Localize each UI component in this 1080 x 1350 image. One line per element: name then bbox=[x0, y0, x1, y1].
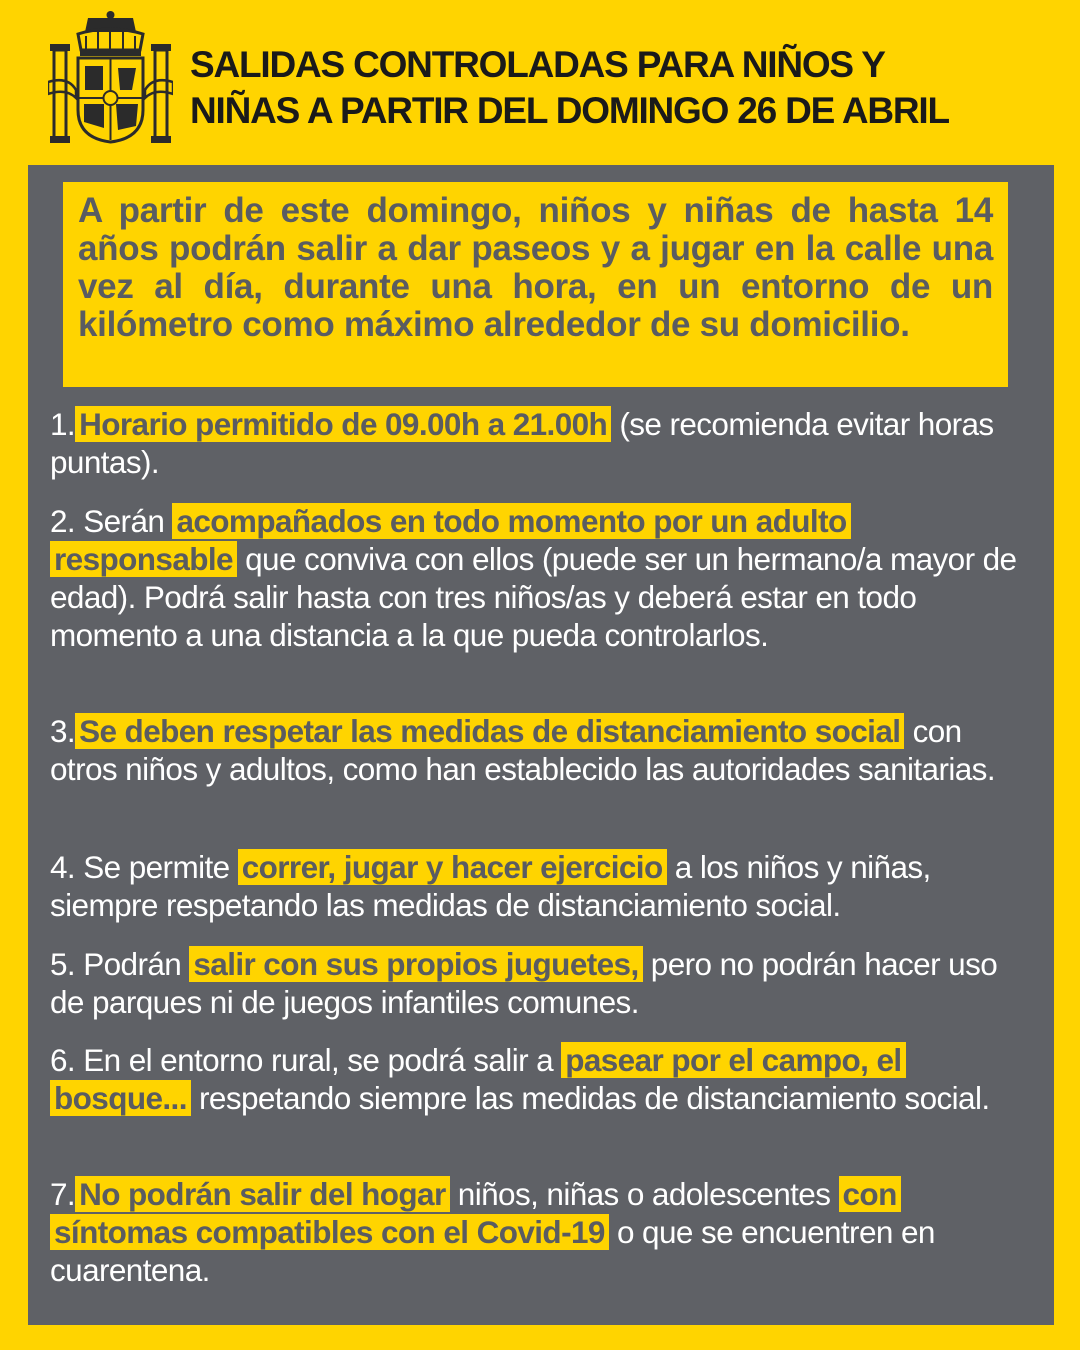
item-number: 7. bbox=[50, 1176, 76, 1212]
item-number: 4. bbox=[50, 849, 76, 885]
spain-coat-of-arms-icon bbox=[48, 10, 173, 145]
item-text: Podrán bbox=[75, 946, 190, 982]
list-item-6 bbox=[50, 1041, 1035, 1117]
content-panel bbox=[28, 165, 1054, 1325]
item-highlight: acompañados en todo momento por un adulto responsable bbox=[50, 503, 851, 577]
item-highlight: pasear por el campo, el bosque... bbox=[50, 1042, 906, 1116]
item-highlight: Se deben respetar las medidas de distanciamiento social bbox=[75, 713, 904, 749]
item-text: con otros niños y adultos, como han establecido las autoridades sanitarias. bbox=[50, 713, 995, 787]
item-text: Se permite bbox=[75, 849, 238, 885]
item-highlight: salir con sus propios juguetes, bbox=[189, 946, 642, 982]
title-line-1: SALIDAS CONTROLADAS PARA NIÑOS Y bbox=[190, 44, 885, 85]
item-number: 6. bbox=[50, 1042, 76, 1078]
item-text: pero no podrán hacer uso de parques ni de juegos infantiles comunes. bbox=[50, 946, 998, 1020]
item-number: 3. bbox=[50, 713, 76, 749]
list-item-4 bbox=[50, 848, 1035, 924]
item-text: niños, niñas o adolescentes bbox=[449, 1176, 839, 1212]
item-highlight: Horario permitido de 09.00h a 21.00h bbox=[75, 406, 611, 442]
list-item-3 bbox=[50, 712, 1035, 788]
item-text: En el entorno rural, se podrá salir a bbox=[75, 1042, 562, 1078]
item-text: a los niños y niñas, siempre respetando las medidas de distanciamiento social. bbox=[50, 849, 931, 923]
item-highlight-2: con síntomas compatibles con el Covid-19 bbox=[50, 1176, 901, 1250]
item-number: 2. bbox=[50, 503, 76, 539]
list-item-7 bbox=[50, 1175, 1035, 1289]
item-highlight: No podrán salir del hogar bbox=[75, 1176, 450, 1212]
header bbox=[0, 0, 1080, 160]
item-text: (se recomienda evitar horas puntas). bbox=[50, 406, 994, 480]
item-text: Serán bbox=[75, 503, 173, 539]
list-item-5 bbox=[50, 945, 1035, 1021]
page-title bbox=[190, 42, 1070, 134]
title-line-2: NIÑAS A PARTIR DEL DOMINGO 26 DE ABRIL bbox=[190, 90, 949, 131]
item-number: 5. bbox=[50, 946, 76, 982]
list-item-1 bbox=[50, 405, 1035, 481]
item-text: que conviva con ellos (puede ser un hermano/a mayor de edad). Podrá salir hasta con tres niños/as y deberá estar en todo momento a una distancia a la que pueda controlarlos. bbox=[50, 541, 1017, 653]
item-highlight: correr, jugar y hacer ejercicio bbox=[238, 849, 667, 885]
item-text: o que se encuentren en cuarentena. bbox=[50, 1214, 935, 1288]
intro-box: A partir de este domingo, niños y niñas de hasta 14 años podrán salir a dar paseos y a jugar en la calle una vez al día, durante una hora, en un entorno de un kilómetro como máximo alrededor de su domicilio. bbox=[63, 182, 1008, 387]
list-item-2 bbox=[50, 502, 1035, 654]
item-text: respetando siempre las medidas de distanciamiento social. bbox=[190, 1080, 990, 1116]
item-number: 1. bbox=[50, 406, 76, 442]
